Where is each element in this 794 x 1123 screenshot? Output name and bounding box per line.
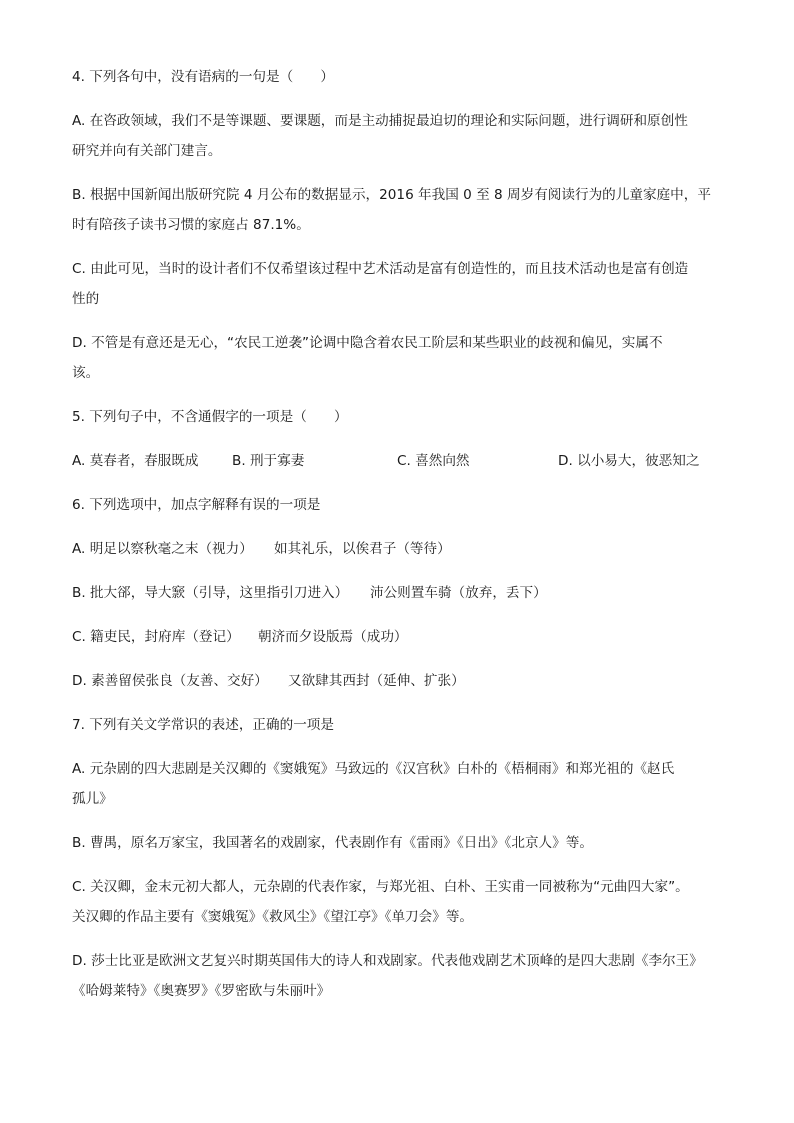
question-7-option-b-line1: B. 曹禺，原名万家宝，我国著名的戏剧家，代表剧作有《雷雨》《日出》《北京人》等。 xyxy=(72,835,593,851)
question-6-option-d xyxy=(72,666,722,696)
question-4-stem: 4. 下列各句中，没有语病的一句是（ ） xyxy=(72,69,334,85)
question-6-option-d-part2: 又欲肆其西封（延伸、扩张） xyxy=(288,673,465,689)
question-6-stem: 6. 下列选项中，加点字解释有误的一项是 xyxy=(72,497,321,513)
question-4-option-b-line1: B. 根据中国新闻出版研究院 4 月公布的数据显示，2016 年我国 0 至 8 周岁有阅读行为的儿童家庭中，平 xyxy=(72,187,711,203)
question-4-option-d-line2: 该。 xyxy=(72,365,100,381)
question-4-option-b-line2: 时有陪孩子读书习惯的家庭占 87.1%。 xyxy=(72,217,310,233)
question-7-option-d-line2: 《哈姆莱特》《奥赛罗》《罗密欧与朱丽叶》 xyxy=(72,983,331,999)
question-5-option-a: A. 莫春者，春服既成 xyxy=(72,453,199,469)
question-6-option-b xyxy=(72,578,722,608)
question-4-option-a-line1: A. 在咨政领域，我们不是等课题、要课题，而是主动捕捉最迫切的理论和实际问题，进行调研和原创性 xyxy=(72,113,688,129)
question-4-option-a-line2: 研究并向有关部门建言。 xyxy=(72,143,222,159)
question-4-option-c-line2: 性的 xyxy=(72,291,100,307)
question-6-option-c xyxy=(72,622,722,652)
question-6-option-a-part2: 如其礼乐，以俟君子（等待） xyxy=(274,541,451,557)
exam-page xyxy=(72,62,722,1006)
question-6-option-a xyxy=(72,534,722,564)
question-6-option-b-part1: B. 批大郤，导大窾（引导，这里指引刀进入） xyxy=(72,585,349,601)
question-5-option-c: C. 喜然向然 xyxy=(397,453,470,469)
question-7-stem: 7. 下列有关文学常识的表述，正确的一项是 xyxy=(72,717,334,733)
question-6-option-b-part2: 沛公则置车骑（放弃，丢下） xyxy=(370,585,547,601)
question-5-options xyxy=(72,446,722,476)
question-7-option-d-line1: D. 莎士比亚是欧洲文艺复兴时期英国伟大的诗人和戏剧家。代表他戏剧艺术顶峰的是四大悲剧《李尔王》 xyxy=(72,953,703,969)
question-6-option-c-part1: C. 籍吏民，封府库（登记） xyxy=(72,629,240,645)
question-5-option-d: D. 以小易大，彼恶知之 xyxy=(558,453,700,469)
question-6-option-c-part2: 朝济而夕设版焉（成功） xyxy=(258,629,408,645)
question-5-option-b: B. 刑于寡妻 xyxy=(232,453,305,469)
question-4-option-c-line1: C. 由此可见，当时的设计者们不仅希望该过程中艺术活动是富有创造性的，而且技术活动也是富有创造 xyxy=(72,261,689,277)
question-7-option-a-line2: 孤儿》 xyxy=(72,791,113,807)
question-6-option-a-part1: A. 明足以察秋毫之末（视力） xyxy=(72,541,253,557)
question-7-option-a-line1: A. 元杂剧的四大悲剧是关汉卿的《窦娥冤》马致远的《汉宫秋》白朴的《梧桐雨》和郑光祖的《赵氏 xyxy=(72,761,675,777)
question-7-option-c-line1: C. 关汉卿，金末元初大都人，元杂剧的代表作家，与郑光祖、白朴、王实甫一同被称为“元曲四大家”。 xyxy=(72,879,689,895)
question-4-option-d-line1: D. 不管是有意还是无心，“农民工逆袭”论调中隐含着农民工阶层和某些职业的歧视和偏见，实属不 xyxy=(72,335,663,351)
question-5-stem: 5. 下列句子中，不含通假字的一项是（ ） xyxy=(72,409,348,425)
question-7-option-c-line2: 关汉卿的作品主要有《窦娥冤》《救风尘》《望江亭》《单刀会》等。 xyxy=(72,909,474,925)
question-6-option-d-part1: D. 素善留侯张良（友善、交好） xyxy=(72,673,268,689)
